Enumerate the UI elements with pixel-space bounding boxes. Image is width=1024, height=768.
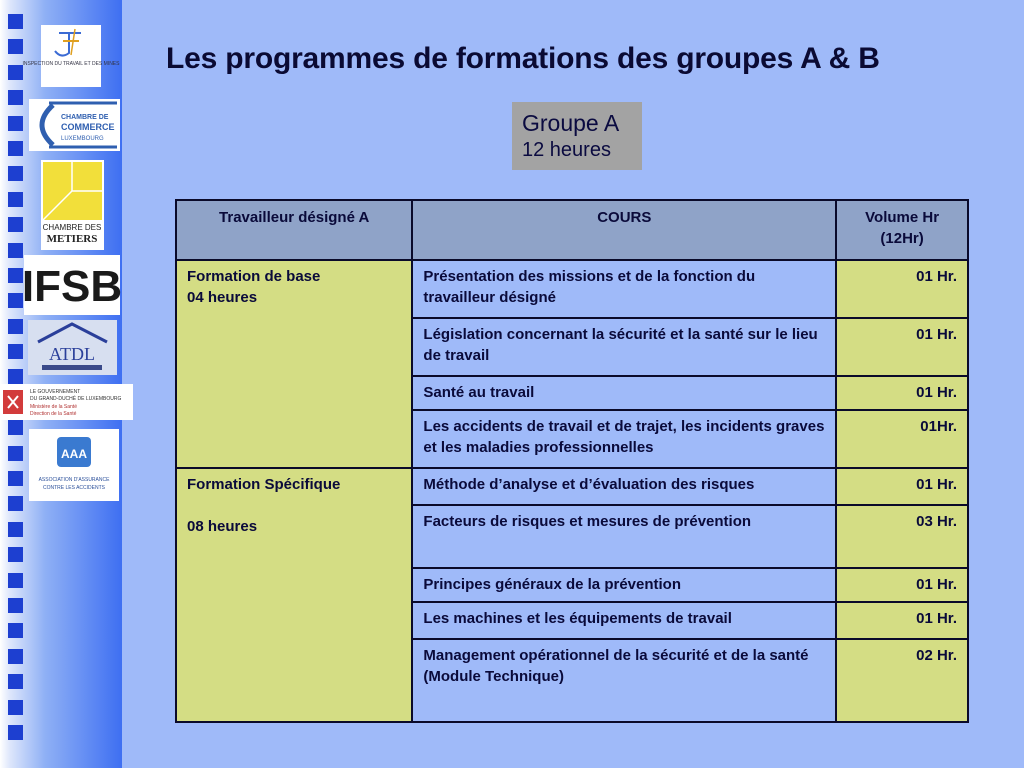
- header-volume-line1: Volume Hr: [865, 209, 940, 226]
- volume-cell: 03 Hr.: [836, 505, 968, 568]
- volume-cell: 01 Hr.: [836, 260, 968, 318]
- decorative-squares: [8, 14, 24, 750]
- gouvernement-logo: [0, 384, 133, 420]
- atdl-logo: [28, 320, 117, 375]
- groupe-hours: 12 heures: [522, 139, 611, 161]
- chambre-metiers-text-1: CHAMBRE DES: [42, 223, 102, 232]
- itm-logo: [22, 25, 120, 87]
- table-row: [176, 260, 968, 318]
- category-hours: 08 heures: [187, 518, 258, 535]
- volume-cell: 02 Hr.: [836, 639, 968, 722]
- courses-table: [175, 199, 969, 723]
- groupe-box: [512, 102, 642, 170]
- category-cell: [176, 468, 412, 722]
- course-cell: Présentation des missions et de la fonction du travailleur désigné: [412, 260, 836, 318]
- header-travailleur: Travailleur désigné A: [176, 200, 412, 260]
- ifsb-logo-text: IFSB: [21, 262, 123, 311]
- chambre-metiers-text-2: METIERS: [46, 233, 98, 245]
- course-cell: Management opérationnel de la sécurité et de la santé (Module Technique): [412, 639, 836, 722]
- course-cell: Les machines et les équipements de travail: [412, 602, 836, 639]
- course-cell: Législation concernant la sécurité et la santé sur le lieu de travail: [412, 318, 836, 376]
- aaa-text-1: ASSOCIATION D'ASSURANCE: [38, 477, 110, 483]
- aaa-logo: [29, 429, 119, 501]
- volume-cell: 01 Hr.: [836, 568, 968, 602]
- volume-cell: 01 Hr.: [836, 376, 968, 410]
- category-title: Formation de base: [187, 268, 321, 285]
- category-title: Formation Spécifique: [187, 476, 341, 493]
- svg-text:AAA: AAA: [61, 447, 87, 461]
- aaa-text-2: CONTRE LES ACCIDENTS: [43, 485, 105, 491]
- groupe-name: Groupe A: [522, 110, 620, 136]
- volume-cell: 01 Hr.: [836, 468, 968, 505]
- category-cell: [176, 260, 412, 468]
- course-cell: Facteurs de risques et mesures de prévention: [412, 505, 836, 568]
- volume-cell: 01Hr.: [836, 410, 968, 468]
- chambre-commerce-text-3: LUXEMBOURG: [61, 136, 104, 142]
- header-volume-line2: (12Hr): [880, 230, 924, 247]
- chambre-commerce-text-2: COMMERCE: [61, 122, 115, 132]
- header-cours: COURS: [412, 200, 836, 260]
- itm-logo-text: INSPECTION DU TRAVAIL ET DES MINES: [22, 61, 120, 67]
- gouvernement-text-1: LE GOUVERNEMENT: [30, 389, 81, 395]
- table-header-row: [176, 200, 968, 260]
- course-cell: Méthode d’analyse et d’évaluation des risques: [412, 468, 836, 505]
- table-row: [176, 468, 968, 505]
- course-cell: Santé au travail: [412, 376, 836, 410]
- gouvernement-text-4: Direction de la Santé: [30, 411, 77, 417]
- course-cell: Les accidents de travail et de trajet, les incidents graves et les maladies professionnelles: [412, 410, 836, 468]
- gouvernement-text-3: Ministère de la Santé: [30, 404, 77, 410]
- volume-cell: 01 Hr.: [836, 602, 968, 639]
- atdl-logo-text: ATDL: [49, 344, 95, 364]
- ifsb-logo: [21, 255, 123, 315]
- volume-cell: 01 Hr.: [836, 318, 968, 376]
- chambre-metiers-logo: [41, 160, 104, 250]
- chambre-commerce-logo: [29, 99, 120, 151]
- page-title: Les programmes de formations des groupes A & B: [166, 42, 880, 75]
- category-hours: 04 heures: [187, 289, 258, 306]
- gouvernement-text-2: DU GRAND-DUCHÉ DE LUXEMBOURG: [30, 396, 122, 402]
- course-cell: Principes généraux de la prévention: [412, 568, 836, 602]
- chambre-commerce-text-1: CHAMBRE DE: [61, 114, 109, 121]
- header-volume: [836, 200, 968, 260]
